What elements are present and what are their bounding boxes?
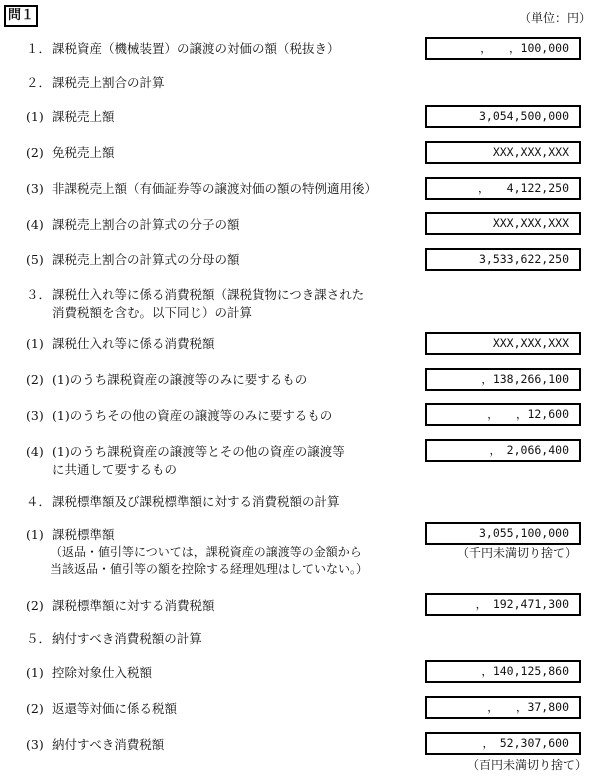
amount-field: 3,055,100,000	[425, 522, 581, 545]
amount-field: XXX,XXX,XXX	[425, 332, 581, 355]
item-label: (1)のうちその他の資産の譲渡等のみに要するもの	[52, 408, 333, 423]
item-number: (2)	[26, 701, 44, 716]
unit-label: （単位：円）	[518, 11, 591, 25]
amount-field: ， ，12,600	[425, 403, 581, 426]
section-heading: 課税標準額及び課税標準額に対する消費税額の計算	[52, 494, 340, 509]
amount-field: XXX,XXX,XXX	[425, 212, 581, 235]
item-label: 控除対象仕入税額	[52, 665, 153, 680]
item-number: (1)	[26, 527, 44, 542]
section-number: ２．	[26, 75, 52, 90]
amount-field: ， ，37,800	[425, 696, 581, 719]
item-number: (2)	[26, 598, 44, 613]
item-label: 課税売上割合の計算式の分子の額	[52, 217, 240, 232]
amount-field: ， 4,122,250	[425, 177, 581, 200]
item-number: (2)	[26, 372, 44, 387]
section-heading: 課税売上割合の計算	[52, 75, 165, 90]
item-note-cont: 当該返品・値引等の額を控除する経理処理はしていない。）	[50, 562, 369, 576]
item-number: (1)	[26, 109, 44, 124]
amount-field: 3,533,622,250	[425, 248, 581, 271]
item-number: (2)	[26, 145, 44, 160]
item-number: (1)	[26, 665, 44, 680]
rounding-note: （千円未満切り捨て）	[457, 546, 578, 560]
item-label: 課税仕入れ等に係る消費税額	[52, 336, 215, 351]
section-heading: 課税仕入れ等に係る消費税額（課税貨物につき課された	[52, 287, 365, 302]
item-note: （返品・値引等については，課税資産の譲渡等の金額から	[50, 545, 362, 559]
item-label: 課税標準額	[52, 527, 115, 542]
item-label-cont: に共通して要するもの	[52, 462, 178, 477]
amount-field: ， 192,471,300	[425, 593, 581, 616]
item-label: 非課税売上額（有価証券等の譲渡対価の額の特例適用後）	[52, 181, 378, 196]
section-number: ３．	[26, 287, 52, 302]
item-label: (1)のうち課税資産の譲渡等とその他の資産の譲渡等	[52, 444, 345, 459]
item-label: 課税標準額に対する消費税額	[52, 598, 215, 613]
question-title: 問１	[4, 5, 38, 27]
section-number: ４．	[26, 494, 52, 509]
amount-field: ， ，100,000	[425, 37, 581, 60]
item-label: (1)のうち課税資産の譲渡等のみに要するもの	[52, 372, 308, 387]
item-label: 課税売上割合の計算式の分母の額	[52, 252, 240, 267]
item-number: (5)	[26, 252, 44, 267]
amount-field: ， 2,066,400	[425, 439, 581, 462]
item-number: １．	[26, 41, 52, 56]
item-number: (4)	[26, 217, 44, 232]
section-heading-cont: 消費税額を含む。以下同じ）の計算	[52, 305, 253, 320]
item-label: 免税売上額	[52, 145, 115, 160]
amount-field: ，138,266,100	[425, 368, 581, 391]
section-heading: 納付すべき消費税額の計算	[52, 631, 202, 646]
amount-field: 3,054,500,000	[425, 105, 581, 128]
rounding-note: （百円未満切り捨て）	[467, 758, 588, 772]
item-label: 返還等対価に係る税額	[52, 701, 178, 716]
item-number: (3)	[26, 408, 44, 423]
item-label: 課税資産（機械装置）の譲渡の対価の額（税抜き）	[52, 41, 340, 56]
item-number: (4)	[26, 444, 44, 459]
item-number: (3)	[26, 181, 44, 196]
amount-field: ， 52,307,600	[425, 732, 581, 755]
amount-field: XXX,XXX,XXX	[425, 141, 581, 164]
item-number: (3)	[26, 737, 44, 752]
item-label: 納付すべき消費税額	[52, 737, 165, 752]
amount-field: ，140,125,860	[425, 660, 581, 683]
item-label: 課税売上額	[52, 109, 115, 124]
item-number: (1)	[26, 336, 44, 351]
section-number: ５．	[26, 631, 52, 646]
